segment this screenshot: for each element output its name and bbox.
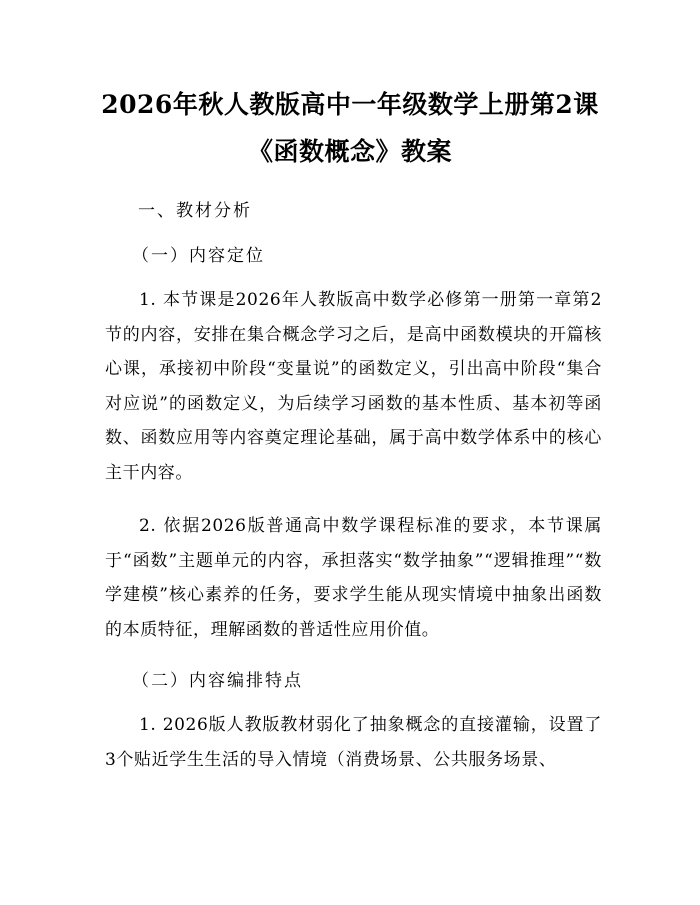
subsection-heading-arrangement-features: （二）内容编排特点 [132,671,303,691]
paragraph-3: 1. 2026版人教版教材弱化了抽象概念的直接灌输，设置了3个贴近学生生活的导入情境（消费场景、公共服务场景、 [105,715,602,770]
subsection-heading-content-positioning: （一）内容定位 [132,246,265,266]
paragraph-1: 1. 本节课是2026年人教版高中数学必修第一册第一章第2节的内容，安排在集合概念学习之后，是高中函数模块的开篇核心课，承接初中阶段“变量说”的函数定义，引出高中阶段“集合对应说”的函数定义，为后续学习函数的基本性质、基本初等函数、函数应用等内容奠定理论基础，属于高中数学体系中的核心主干内容。 [105,290,602,483]
section-heading-textbook-analysis: 一、教材分析 [138,201,252,221]
document-title-line-2: 《函数概念》教案 [247,137,452,166]
paragraph-2: 2. 依据2026版普通高中数学课程标准的要求，本节课属于“函数”主题单元的内容，承担落实“数学抽象”“逻辑推理”“数学建模”核心素养的任务，要求学生能从现实情境中抽象出函数的本质特征，理解函数的普适性应用价值。 [105,516,602,640]
document-title-line-1: 2026年秋人教版高中一年级数学上册第2课 [101,90,599,119]
